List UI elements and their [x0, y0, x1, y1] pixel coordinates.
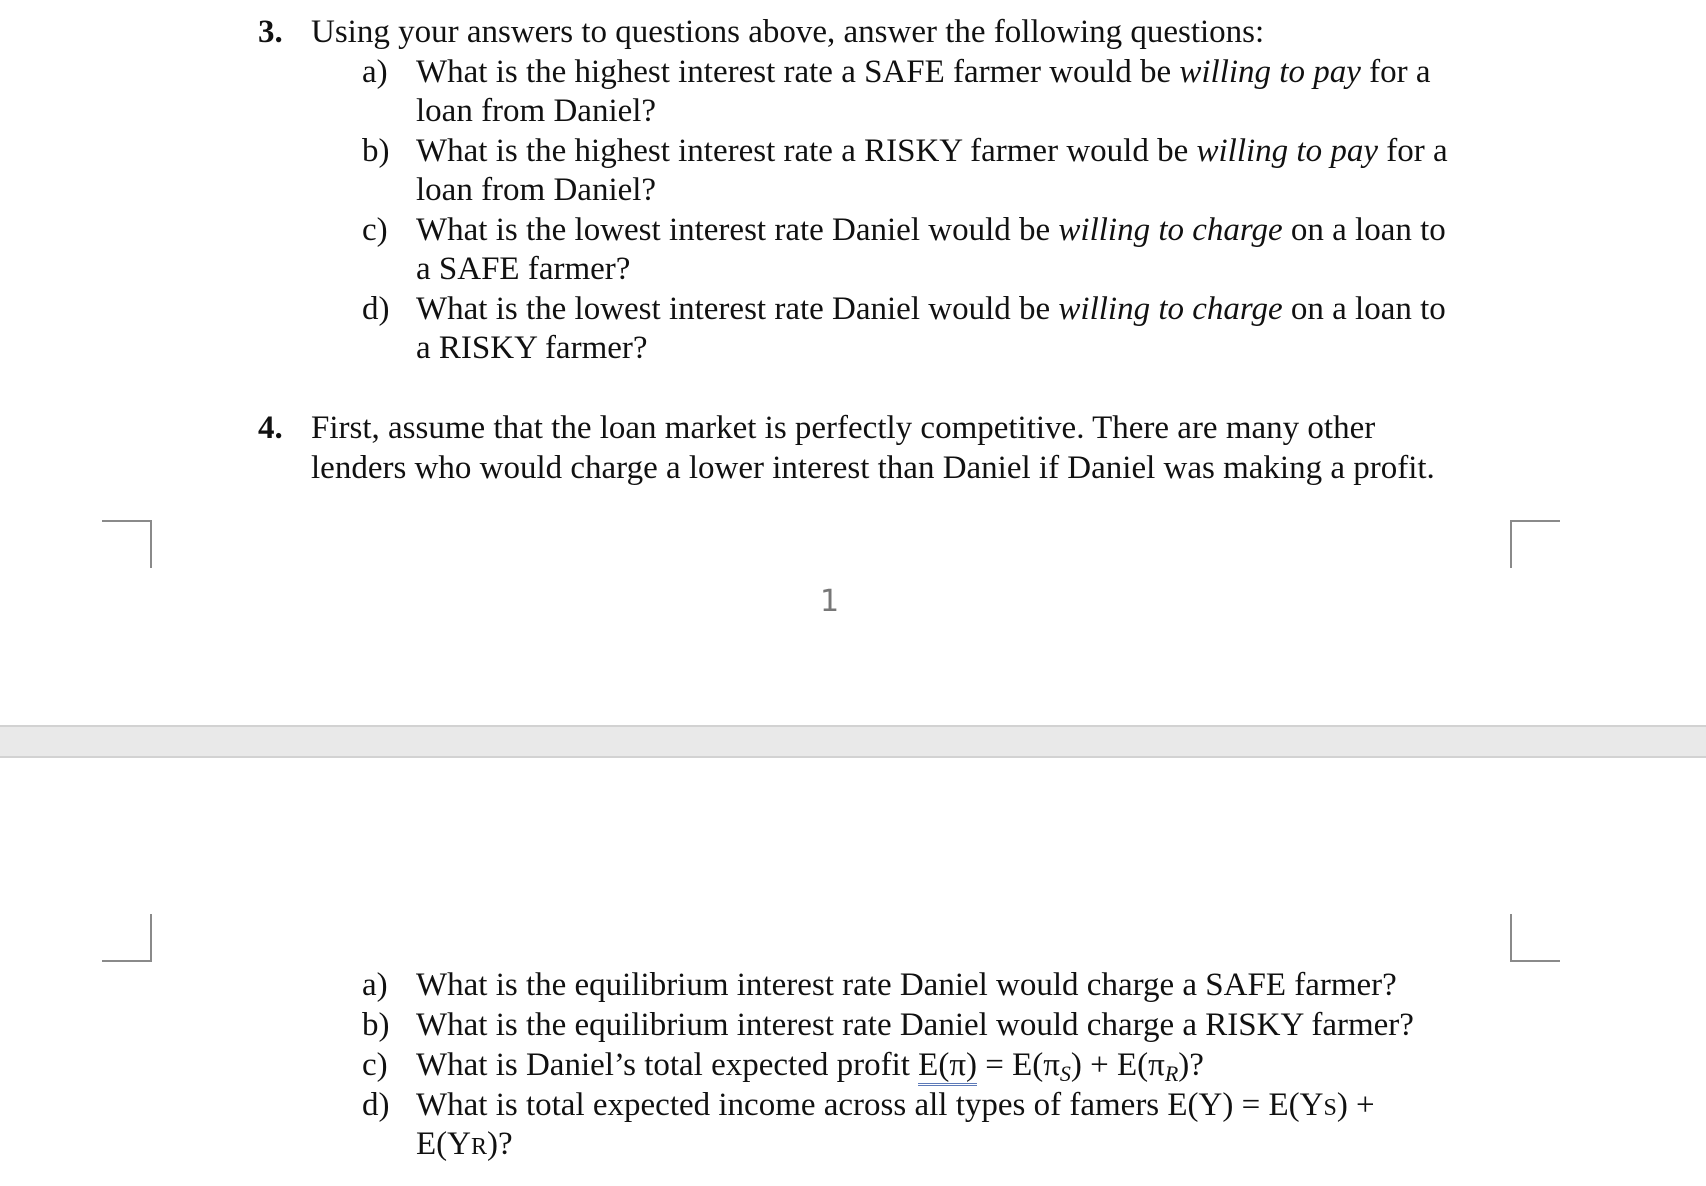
item-label: a): [362, 54, 388, 90]
item-label: c): [362, 1047, 388, 1083]
question-number: 4.: [258, 410, 283, 446]
page-number: 1: [820, 584, 840, 619]
item-label: b): [362, 133, 390, 169]
item-text: What is the lowest interest rate Daniel would be willing to charge on a loan to: [416, 212, 1446, 248]
item-text-cont: a RISKY farmer?: [416, 330, 648, 366]
equation-expected-profit[interactable]: E(π): [918, 1047, 977, 1086]
item-label: b): [362, 1007, 390, 1043]
question-number: 3.: [258, 14, 283, 50]
question-text-cont: lenders who would charge a lower interest than Daniel if Daniel was making a profit.: [311, 450, 1435, 486]
item-text: What is the lowest interest rate Daniel would be willing to charge on a loan to: [416, 291, 1446, 327]
item-text-cont: a SAFE farmer?: [416, 251, 631, 287]
item-text: What is the highest interest rate a SAFE farmer would be willing to pay for a: [416, 54, 1431, 90]
question-text: First, assume that the loan market is perfectly competitive. There are many other: [311, 410, 1376, 446]
margin-corner-mark: [1510, 914, 1560, 962]
item-text: What is the equilibrium interest rate Daniel would charge a RISKY farmer?: [416, 1007, 1414, 1043]
item-text-cont: loan from Daniel?: [416, 93, 657, 129]
page-separator: [0, 725, 1706, 758]
item-text: What is total expected income across all types of famers E(Y) = E(YS) +: [416, 1087, 1375, 1123]
question-stem: Using your answers to questions above, answer the following questions:: [311, 14, 1265, 50]
item-text: What is the highest interest rate a RISKY farmer would be willing to pay for a: [416, 133, 1448, 169]
margin-corner-mark: [1510, 520, 1560, 568]
margin-corner-mark: [102, 520, 152, 568]
item-text-cont: E(YR)?: [416, 1126, 513, 1162]
item-label: d): [362, 291, 390, 327]
item-text: What is Daniel’s total expected profit $E(\pi) = E(\pi_S) + E(\pi_R)$?: [416, 1047, 1204, 1086]
item-label: d): [362, 1087, 390, 1123]
document-page-2: [0, 758, 1706, 1186]
margin-corner-mark: [102, 914, 152, 962]
item-text-cont: loan from Daniel?: [416, 172, 657, 208]
item-label: a): [362, 967, 388, 1003]
item-text: What is the equilibrium interest rate Daniel would charge a SAFE farmer?: [416, 967, 1397, 1003]
item-label: c): [362, 212, 388, 248]
